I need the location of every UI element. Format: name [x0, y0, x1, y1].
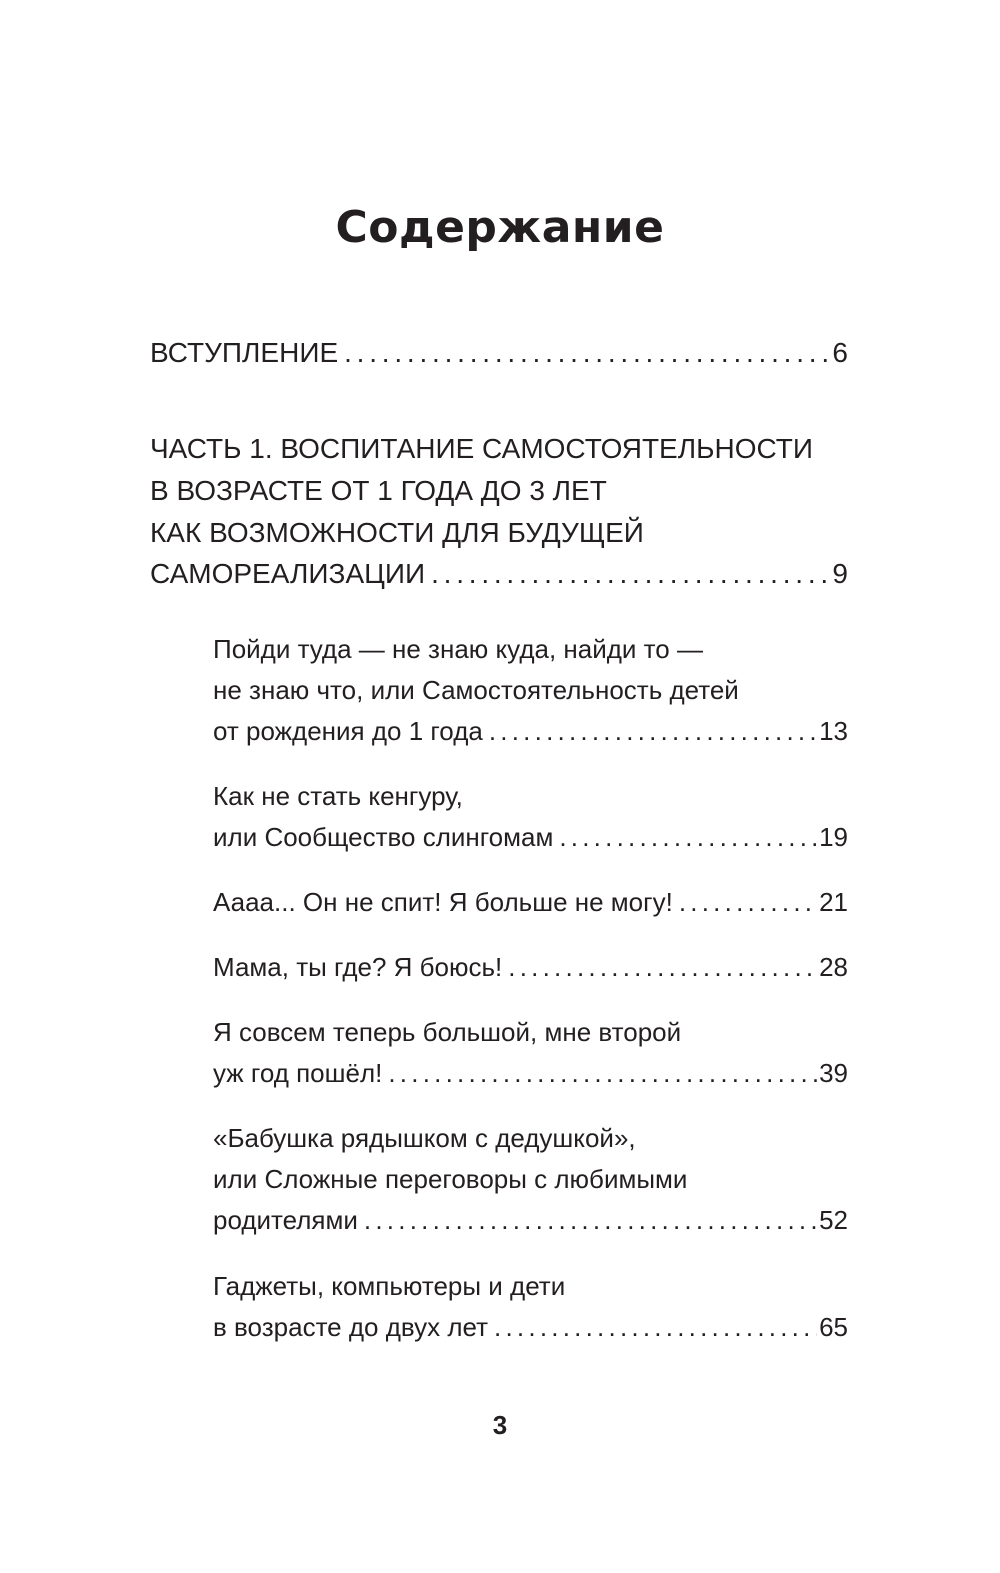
toc-entry-line: «Бабушка рядышком с дедушкой»,	[213, 1123, 636, 1153]
toc-entry-line: ЧАСТЬ 1. ВОСПИТАНИЕ САМОСТОЯТЕЛЬНОСТИ	[150, 433, 814, 464]
dot-leader	[559, 820, 817, 854]
toc-entry-line: Гаджеты, компьютеры и дети	[213, 1271, 566, 1301]
toc-entry-line: В ВОЗРАСТЕ ОТ 1 ГОДА ДО 3 ЛЕТ	[150, 475, 607, 506]
toc-page-number: 28	[819, 952, 848, 982]
toc-page-number: 65	[819, 1312, 848, 1342]
toc-entry-line: Пойди туда — не знаю куда, найди то —	[213, 634, 703, 664]
dot-leader	[489, 714, 817, 748]
toc-entry-line: родителями	[213, 1205, 358, 1235]
dot-leader	[494, 1310, 817, 1344]
toc-entry-line: Мама, ты где? Я боюсь!	[213, 952, 503, 982]
toc-page-number: 39	[819, 1058, 848, 1088]
toc-entry-title: ВСТУПЛЕНИЕ	[150, 337, 339, 368]
toc-entry-line: в возрасте до двух лет	[213, 1312, 489, 1342]
toc-entry-line: КАК ВОЗМОЖНОСТИ ДЛЯ БУДУЩЕЙ	[150, 517, 644, 548]
toc-entry-line: САМОРЕАЛИЗАЦИИ	[150, 558, 426, 589]
page-title: Содержание	[335, 202, 665, 253]
toc-entry-line: Аааа... Он не спит! Я больше не могу!	[213, 887, 673, 917]
dot-leader	[431, 557, 830, 591]
toc-entry-line: уж год пошёл!	[213, 1058, 383, 1088]
toc-entry-line: Как не стать кенгуру,	[213, 781, 463, 811]
toc-entry-line: или Сообщество слингомам	[213, 822, 554, 852]
toc-page-number: 52	[819, 1205, 848, 1235]
toc-page-number: 21	[819, 887, 848, 917]
toc-entry-intro[interactable]	[150, 336, 848, 370]
page-number: 3	[492, 1410, 508, 1440]
toc-entry-line: Я совсем теперь большой, мне второй	[213, 1017, 682, 1047]
toc-page-number: 6	[832, 337, 848, 368]
toc-entry-line: не знаю что, или Самостоятельность детей	[213, 675, 739, 705]
toc-page-number: 19	[819, 822, 848, 852]
dot-leader	[364, 1203, 817, 1237]
toc-entry-line: от рождения до 1 года	[213, 716, 483, 746]
dot-leader	[508, 950, 817, 984]
dot-leader	[679, 885, 817, 919]
dot-leader	[344, 336, 830, 370]
toc-page-number: 13	[819, 716, 848, 746]
dot-leader	[388, 1056, 817, 1090]
toc-entry-line: или Сложные переговоры с любимыми	[213, 1164, 688, 1194]
toc-page-number: 9	[832, 558, 848, 589]
